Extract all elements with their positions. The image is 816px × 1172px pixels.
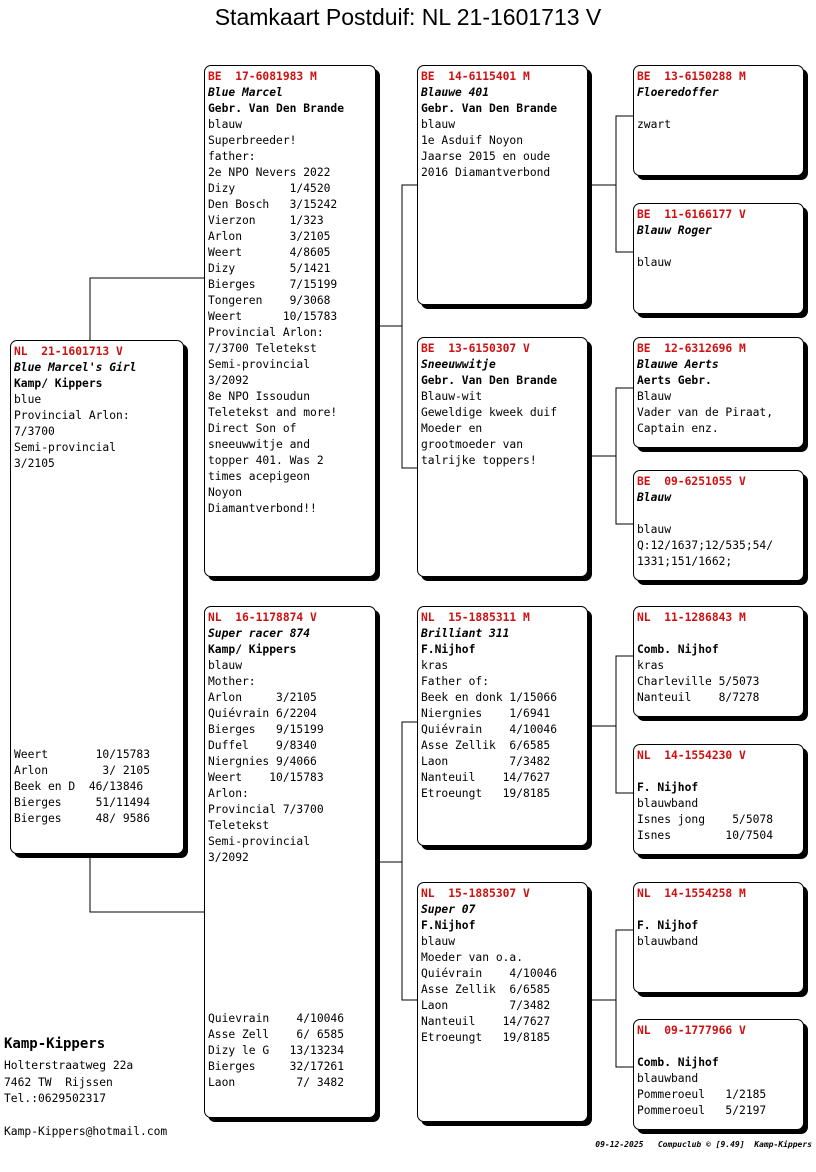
- pigeon-name: Blue Marcel: [208, 86, 283, 99]
- info-line: 1e Asduif Noyon: [421, 134, 524, 147]
- breeder-name: [637, 506, 800, 522]
- breeder-name: [637, 101, 800, 117]
- ring-number: BE 11-6166177 V: [637, 208, 746, 221]
- results-block: [208, 1011, 372, 1091]
- info-line: 2016 Diamantverbond: [421, 166, 551, 179]
- breeder-name: Comb. Nijhof: [637, 643, 719, 656]
- pigeon-card-subject[interactable]: [10, 340, 184, 854]
- info-line: Dizy 1/4520: [208, 182, 331, 195]
- ring-number: NL 11-1286843 M: [637, 611, 746, 624]
- info-line: blauw: [421, 118, 456, 131]
- info-line: Etroeungt 19/8185: [421, 1031, 551, 1044]
- info-line: Geweldige kweek duif: [421, 406, 558, 419]
- pigeon-name: Blauwe Aerts: [637, 358, 719, 371]
- info-line: grootmoeder van: [421, 438, 524, 451]
- info-line: Moeder en: [421, 422, 483, 435]
- info-line: Isnes jong 5/5078: [637, 813, 774, 826]
- owner-phone: Tel.:0629502317: [4, 1092, 107, 1105]
- footer-credit: 09-12-2025 Compuclub © [9.49] Kamp-Kippers: [595, 1140, 812, 1149]
- info-line: Provincial Arlon:: [14, 409, 130, 422]
- info-line: 7/3700 Teletekst: [208, 342, 317, 355]
- result-line: Laon 7/ 3482: [208, 1076, 345, 1089]
- info-line: Duffel 9/8340: [208, 739, 317, 752]
- info-line: Quiévrain 6/2204: [208, 707, 317, 720]
- info-line: kras: [421, 659, 449, 672]
- ring-number: BE 12-6312696 M: [637, 342, 746, 355]
- info-line: Quiévrain 4/10046: [421, 723, 558, 736]
- info-line: Moeder van o.a.: [421, 951, 524, 964]
- breeder-name: [637, 239, 800, 255]
- info-line: times acepigeon: [208, 470, 311, 483]
- ring-number: NL 14-1554230 V: [637, 749, 746, 762]
- info-line: sneeuwwitje and: [208, 438, 311, 451]
- pigeon-name: Super 07: [421, 903, 476, 916]
- info-line: Etroeungt 19/8185: [421, 787, 551, 800]
- info-line: Bierges 7/15199: [208, 278, 338, 291]
- info-line: blue: [14, 393, 42, 406]
- pigeon-name: Sneeuwwitje: [421, 358, 496, 371]
- result-line: Dizy le G 13/13234: [208, 1044, 345, 1057]
- breeder-name: F. Nijhof: [637, 919, 699, 932]
- info-line: Dizy 5/1421: [208, 262, 331, 275]
- info-line: 7/3700: [14, 425, 55, 438]
- info-line: Noyon: [208, 486, 243, 499]
- pigeon-card-ff-father[interactable]: [633, 65, 804, 176]
- info-line: Blauw-wit: [421, 390, 483, 403]
- result-line: Quievrain 4/10046: [208, 1012, 345, 1025]
- info-line: Vierzon 1/323: [208, 214, 324, 227]
- info-line: Charleville 5/5073: [637, 675, 760, 688]
- pigeon-name: [637, 902, 800, 918]
- result-line: Bierges 51/11494: [14, 796, 151, 809]
- info-line: Laon 7/3482: [421, 755, 551, 768]
- ring-number: BE 13-6150288 M: [637, 70, 746, 83]
- info-line: blauw: [208, 659, 243, 672]
- info-line: Provincial Arlon:: [208, 326, 324, 339]
- info-line: blauwband: [637, 1072, 699, 1085]
- pigeon-card-mother-mother[interactable]: [417, 882, 588, 1122]
- breeder-name: F.Nijhof: [421, 919, 476, 932]
- pigeon-card-mother[interactable]: [204, 606, 376, 1118]
- breeder-name: Gebr. Van Den Brande: [421, 374, 558, 387]
- info-line: 3/2105: [14, 457, 55, 470]
- ring-number: NL 14-1554258 M: [637, 887, 746, 900]
- info-line: zwart: [637, 118, 672, 131]
- owner-address-line: 7462 TW Rijssen: [4, 1076, 113, 1089]
- breeder-name: F.Nijhof: [421, 643, 476, 656]
- info-line: Semi-provincial: [208, 835, 311, 848]
- info-line: 1331;151/1662;: [637, 555, 733, 568]
- info-line: blauwband: [637, 935, 699, 948]
- ring-number: BE 13-6150307 V: [421, 342, 530, 355]
- info-line: Quiévrain 4/10046: [421, 967, 558, 980]
- info-line: Pommeroeul 1/2185: [637, 1088, 767, 1101]
- info-line: Q:12/1637;12/535;54/: [637, 539, 774, 552]
- info-line: blauw: [208, 118, 243, 131]
- info-line: Semi-provincial: [208, 358, 311, 371]
- ring-number: NL 09-1777966 V: [637, 1024, 746, 1037]
- pigeon-name: [637, 764, 800, 780]
- breeder-name: Gebr. Van Den Brande: [208, 102, 345, 115]
- info-line: Niergnies 1/6941: [421, 707, 551, 720]
- pigeon-card-father-mother[interactable]: [417, 337, 588, 577]
- info-line: blauwband: [637, 797, 699, 810]
- info-line: Arlon 3/2105: [208, 230, 331, 243]
- info-line: Semi-provincial: [14, 441, 117, 454]
- info-line: Laon 7/3482: [421, 999, 551, 1012]
- info-line: Weert 4/8605: [208, 246, 331, 259]
- info-line: 8e NPO Issoudun: [208, 390, 311, 403]
- pigeon-card-mm-mother[interactable]: [633, 1019, 804, 1130]
- info-line: Beek en donk 1/15066: [421, 691, 558, 704]
- info-line: Captain enz.: [637, 422, 719, 435]
- pigeon-name: Blue Marcel's Girl: [14, 361, 137, 374]
- breeder-name: Aerts Gebr.: [637, 374, 712, 387]
- info-line: kras: [637, 659, 665, 672]
- info-line: Weert 10/15783: [208, 310, 338, 323]
- info-line: Nanteuil 14/7627: [421, 1015, 551, 1028]
- pigeon-name: Blauw Roger: [637, 224, 712, 237]
- info-line: Tongeren 9/3068: [208, 294, 331, 307]
- info-line: Blauw: [637, 390, 672, 403]
- info-line: 3/2092: [208, 374, 249, 387]
- info-line: Bierges 9/15199: [208, 723, 324, 736]
- breeder-name: Comb. Nijhof: [637, 1056, 719, 1069]
- pigeon-card-mf-mother[interactable]: [633, 744, 804, 855]
- owner-name: Kamp-Kippers: [4, 1036, 106, 1052]
- pigeon-name: Brilliant 311: [421, 627, 510, 640]
- info-line: Nanteuil 8/7278: [637, 691, 760, 704]
- info-line: 3/2092: [208, 851, 249, 864]
- result-line: Arlon 3/ 2105: [14, 764, 151, 777]
- info-line: Jaarse 2015 en oude: [421, 150, 551, 163]
- pigeon-name: Blauwe 401: [421, 86, 490, 99]
- breeder-name: F. Nijhof: [637, 781, 699, 794]
- info-line: Nanteuil 14/7627: [421, 771, 551, 784]
- info-line: Niergnies 9/4066: [208, 755, 317, 768]
- result-line: Weert 10/15783: [14, 748, 151, 761]
- ring-number: BE 14-6115401 M: [421, 70, 530, 83]
- info-line: talrijke toppers!: [421, 454, 537, 467]
- pigeon-card-father[interactable]: [204, 65, 376, 577]
- owner-address-line: Holterstraatweg 22a: [4, 1059, 134, 1072]
- info-line: topper 401. Was 2: [208, 454, 324, 467]
- pigeon-card-ff-mother[interactable]: [633, 203, 804, 314]
- ring-number: BE 09-6251055 V: [637, 475, 746, 488]
- info-line: blauw: [421, 935, 456, 948]
- info-line: Pommeroeul 5/2197: [637, 1104, 767, 1117]
- pigeon-card-mf-father[interactable]: [633, 606, 804, 717]
- info-line: Father of:: [421, 675, 490, 688]
- ring-number: NL 16-1178874 V: [208, 611, 317, 624]
- info-line: Arlon:: [208, 787, 249, 800]
- pigeon-card-fm-mother[interactable]: [633, 470, 804, 581]
- info-line: Asse Zellik 6/6585: [421, 739, 551, 752]
- breeder-name: Gebr. Van Den Brande: [421, 102, 558, 115]
- results-block: [14, 747, 180, 827]
- info-line: Weert 10/15783: [208, 771, 324, 784]
- pigeon-name: [637, 1039, 800, 1055]
- pigeon-name: Floeredoffer: [637, 86, 719, 99]
- breeder-name: Kamp/ Kippers: [208, 643, 297, 656]
- info-line: Superbreeder!: [208, 134, 297, 147]
- result-line: Beek en D 46/13846: [14, 780, 144, 793]
- info-line: Den Bosch 3/15242: [208, 198, 338, 211]
- info-line: Teletekst: [208, 819, 270, 832]
- page-title: Stamkaart Postduif: NL 21-1601713 V: [214, 4, 602, 30]
- pigeon-card-mm-father[interactable]: [633, 882, 804, 993]
- result-line: Asse Zell 6/ 6585: [208, 1028, 345, 1041]
- breeder-name: Kamp/ Kippers: [14, 377, 103, 390]
- info-line: Diamantverbond!!: [208, 502, 317, 515]
- ring-number: NL 15-1885307 V: [421, 887, 530, 900]
- pigeon-card-father-father[interactable]: [417, 65, 588, 305]
- pigeon-card-mother-father[interactable]: [417, 606, 588, 846]
- info-line: Direct Son of: [208, 422, 297, 435]
- info-line: Provincial 7/3700: [208, 803, 324, 816]
- pigeon-card-fm-father[interactable]: [633, 337, 804, 448]
- info-line: 2e NPO Nevers 2022: [208, 166, 331, 179]
- ring-number: NL 15-1885311 M: [421, 611, 530, 624]
- info-line: blauw: [637, 256, 672, 269]
- info-line: father:: [208, 150, 256, 163]
- info-line: Arlon 3/2105: [208, 691, 317, 704]
- pigeon-name: [637, 626, 800, 642]
- info-line: blauw: [637, 523, 672, 536]
- owner-email[interactable]: Kamp-Kippers@hotmail.com: [4, 1125, 168, 1138]
- ring-number: BE 17-6081983 M: [208, 70, 317, 83]
- info-line: Asse Zellik 6/6585: [421, 983, 551, 996]
- ring-number: NL 21-1601713 V: [14, 345, 123, 358]
- info-line: Mother:: [208, 675, 256, 688]
- info-line: Teletekst and more!: [208, 406, 338, 419]
- result-line: Bierges 32/17261: [208, 1060, 345, 1073]
- pigeon-name: Blauw: [637, 491, 672, 504]
- info-line: Isnes 10/7504: [637, 829, 774, 842]
- info-line: Vader van de Piraat,: [637, 406, 774, 419]
- result-line: Bierges 48/ 9586: [14, 812, 151, 825]
- pigeon-name: Super racer 874: [208, 627, 311, 640]
